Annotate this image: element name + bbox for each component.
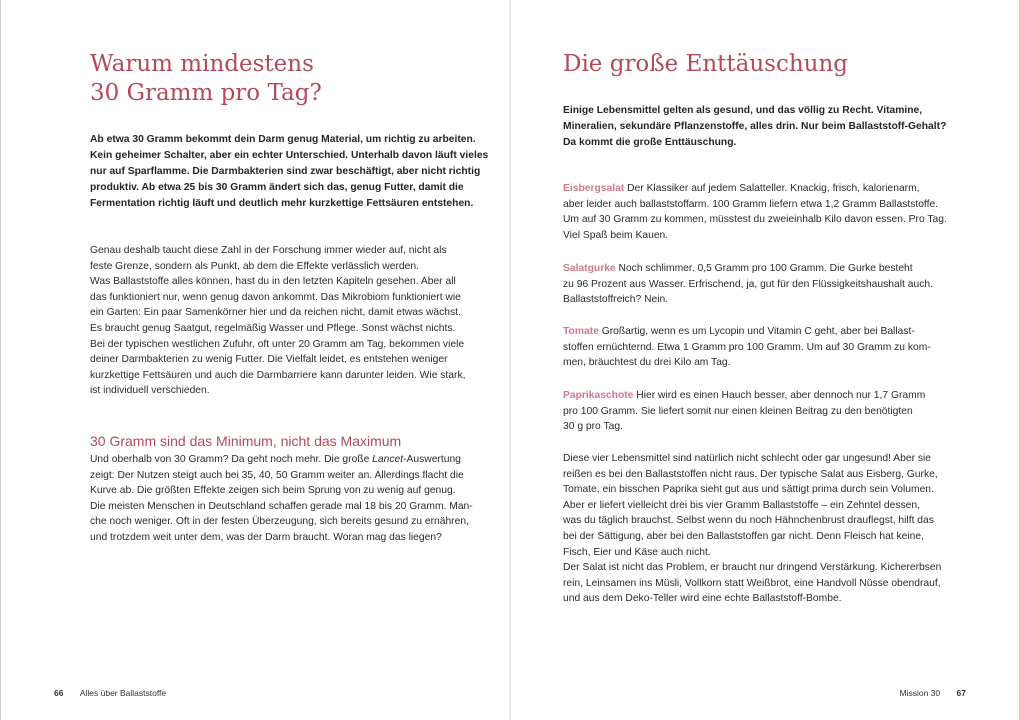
text-line: feste Grenze, sondern als Punkt, ab dem die Effekte verlässlich werden. [90, 260, 419, 272]
left-body-paragraph-2 [90, 452, 473, 546]
text-line: pro 100 Gramm. Sie liefert somit nur einen kleinen Beitrag zu den benötigten [563, 405, 913, 417]
left-footer [54, 688, 166, 698]
text-line: das funktioniert nur, wenn genug davon ankommt. Das Mikrobiom funktioniert wie [90, 291, 461, 303]
text-line: Einige Lebensmittel gelten als gesund, und das völlig zu Recht. Vitamine, [563, 105, 923, 116]
text-line: Und oberhalb von 30 Gramm? Da geht noch mehr. Die große Lancet-Auswertung [90, 454, 461, 465]
text-line: was du täglich brauchst. Selbst wenn du noch Hähnchenbrust drauflegst, hilft das [563, 515, 934, 527]
text-line: Mineralien, sekundäre Pflanzenstoffe, alles drin. Nur beim Ballaststoff-Gehalt? [563, 121, 947, 132]
text-line: ist individuell verschieden. [90, 385, 210, 397]
text-line: Der Salat ist nicht das Problem, er braucht nur dringend Verstärkung. Kichererbsen [563, 562, 942, 574]
left-page [0, 0, 509, 720]
text-line: Aber er liefert vielleicht drei bis vier Gramm Ballaststoffe – ein Zehntel dessen, [563, 499, 920, 511]
text-line: Genau deshalb taucht diese Zahl in der Forschung immer wieder auf, nicht als [90, 245, 447, 256]
left-body-paragraph [90, 243, 465, 399]
text-line: stoffen ernüchternd. Etwa 1 Gramm pro 100 Gramm. Um auf 30 Gramm zu kom- [563, 341, 931, 353]
text-line: Die meisten Menschen in Deutschland schaffen gerade mal 18 bis 20 Gramm. Man- [90, 500, 473, 512]
right-footer [900, 688, 966, 698]
food-term: Eisbergsalat [563, 183, 625, 194]
food-item-salatgurke [563, 261, 933, 308]
text-line: reißen es bei den Ballaststoffen nicht raus. Der typische Salat aus Eisberg, Gurke, [563, 468, 938, 480]
title-line: 30 Gramm pro Tag? [90, 80, 322, 106]
text-line: und trotzdem weit unter dem, was der Darm braucht. Woran mag das liegen? [90, 531, 442, 543]
text-line: Da kommt die große Enttäuschung. [563, 137, 737, 148]
text-line: und aus dem Deko-Teller wird eine echte Ballaststoff-Bombe. [563, 593, 842, 605]
text-line: aber leider auch ballaststoffarm. 100 Gramm liefern etwa 1,2 Gramm Ballaststoffe. [563, 198, 939, 210]
food-term: Salatgurke [563, 263, 616, 274]
text-line: Ab etwa 30 Gramm bekommt dein Darm genug Material, um richtig zu arbeiten. [90, 134, 476, 145]
left-subheading: 30 Gramm sind das Minimum, nicht das Maximum [90, 433, 402, 449]
food-term: Paprikaschote [563, 390, 634, 401]
food-item-eisbergsalat [563, 181, 947, 243]
text-line: che noch weniger. Oft in der festen Überzeugung, sich bereits gesund zu ernähren, [90, 516, 469, 528]
text-line: Um auf 30 Gramm zu kommen, müsstest du zweieinhalb Kilo davon essen. Pro Tag. [563, 214, 947, 226]
text-line: men, bräuchtest du drei Kilo am Tag. [563, 357, 731, 369]
text-line: Was Ballaststoffe alles können, hast du in den letzten Kapiteln gesehen. Aber all [90, 276, 456, 288]
text-line: Bei der typischen westlichen Zufuhr, oft unter 20 Gramm am Tag, bekommen viele [90, 338, 465, 350]
running-head: Mission 30 [899, 688, 941, 698]
text-line: bei der Sättigung, aber bei den Ballaststoffen gar nicht. Denn Fleisch hat keine, [563, 530, 924, 542]
right-intro-paragraph [563, 103, 946, 151]
text-line: Kurve ab. Die größten Effekte zeigen sich beim Sprung von zu wenig auf genug. [90, 485, 456, 497]
text-line: Es braucht genug Saatgut, regelmäßig Wasser und Pflege. Sonst wächst nichts. [90, 322, 456, 334]
title-line: Warum mindestens [90, 51, 314, 77]
food-item-tomate [563, 324, 931, 371]
text-line: Kein geheimer Schalter, aber ein echter Unterschied. Unterhalb davon läuft vieles [90, 150, 489, 161]
text-line: kurzkettige Fettsäuren und auch die Darmbarriere kann darunter leiden. Wie stark, [90, 369, 466, 381]
text-line: Tomate Großartig, wenn es um Lycopin und Vitamin C geht, aber bei Ballast- [563, 326, 915, 337]
text-line: Tomate, ein bisschen Paprika sieht gut aus und sättigt prima durch sein Volumen. [563, 484, 934, 496]
page-number: 67 [956, 688, 966, 698]
text-line: zu 96 Prozent aus Wasser. Erfrischend, ja, gut für den Flüssigkeitshaushalt auch. [563, 278, 933, 290]
text-line: Paprikaschote Hier wird es einen Hauch besser, aber dennoch nur 1,7 Gramm [563, 390, 926, 401]
text-line: produktiv. Ab etwa 25 bis 30 Gramm ändert sich das, genug Futter, damit die [90, 182, 464, 193]
food-term: Tomate [563, 326, 599, 337]
text-line: deiner Darmbakterien zu wenig Futter. Die Vielfalt leidet, es entstehen weniger [90, 354, 448, 366]
text-line: Eisbergsalat Der Klassiker auf jedem Salatteller. Knackig, frisch, kalorienarm, [563, 183, 920, 194]
running-head: Alles über Ballaststoffe [79, 688, 167, 698]
right-page-title: Die große Enttäuschung [563, 51, 849, 77]
text-line: Ballaststoffreich? Nein. [563, 294, 669, 306]
text-line: Fermentation richtig läuft und deutlich mehr kurzkettige Fettsäuren entstehen. [90, 198, 474, 209]
text-line: rein, Leinsamen ins Müsli, Vollkorn statt Weißbrot, eine Handvoll Nüsse obendrauf, [563, 577, 941, 589]
right-conclusion-paragraph [563, 451, 941, 607]
text-line: Diese vier Lebensmittel sind natürlich nicht schlecht oder gar ungesund! Aber sie [563, 453, 932, 464]
page-number: 66 [54, 688, 64, 698]
text-line: zeigt: Der Nutzen steigt auch bei 35, 40, 50 Gramm weiter an. Allerdings flacht die [90, 469, 464, 481]
text-line: Salatgurke Noch schlimmer. 0,5 Gramm pro 100 Gramm. Die Gurke besteht [563, 263, 913, 274]
right-page [511, 0, 1020, 720]
left-intro-paragraph [90, 132, 488, 212]
lancet-emphasis: Lancet [372, 454, 404, 465]
left-page-title [90, 50, 322, 108]
text-line: Viel Spaß beim Kauen. [563, 229, 669, 241]
food-item-paprikaschote [563, 388, 925, 435]
text-line: 30 g pro Tag. [563, 421, 623, 433]
text-line: Fisch, Eier und Käse auch nicht. [563, 546, 711, 558]
text-line: nur auf Sparflamme. Die Darmbakterien sind zwar beschäftigt, aber nicht richtig [90, 166, 481, 177]
text-line: ein Garten: Ein paar Samenkörner hier und da reichen nicht, damit etwas wächst. [90, 307, 461, 319]
